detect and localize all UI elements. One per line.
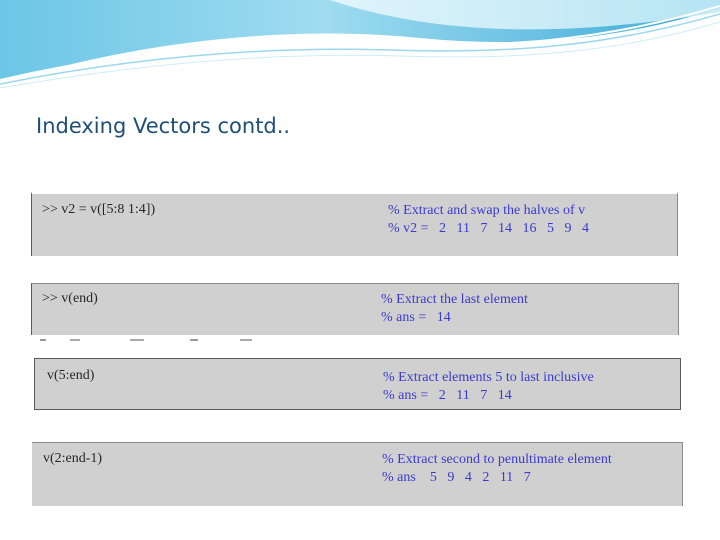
command-text: >> v2 = v([5:8 1:4])	[42, 202, 156, 217]
code-example-last-element	[31, 283, 679, 335]
comment-line: % ans 5 9 4 2 11 7	[382, 470, 531, 485]
comment-text	[381, 291, 528, 327]
comment-line: % Extract the last element	[381, 292, 528, 307]
cropped-text-residue	[40, 338, 280, 342]
command-text: v(2:end-1)	[43, 451, 103, 466]
command-text: >> v(end)	[42, 291, 98, 306]
code-example-swap-halves	[31, 192, 678, 256]
wave-banner-icon	[0, 0, 720, 100]
code-example-five-to-end	[34, 358, 681, 410]
comment-text	[388, 202, 589, 238]
comment-line: % ans = 2 11 7 14	[383, 388, 512, 403]
page-title: Indexing Vectors contd..	[36, 114, 291, 138]
comment-line: % Extract elements 5 to last inclusive	[383, 370, 594, 385]
comment-line: % v2 = 2 11 7 14 16 5 9 4	[388, 221, 590, 236]
code-example-second-to-penultimate	[32, 442, 683, 506]
command-text: v(5:end)	[47, 368, 95, 383]
comment-line: % Extract and swap the halves of v	[388, 203, 586, 218]
comment-text	[383, 369, 594, 405]
comment-line: % Extract second to penultimate element	[382, 452, 612, 467]
comment-text	[382, 451, 612, 487]
comment-line: % ans = 14	[381, 310, 451, 325]
